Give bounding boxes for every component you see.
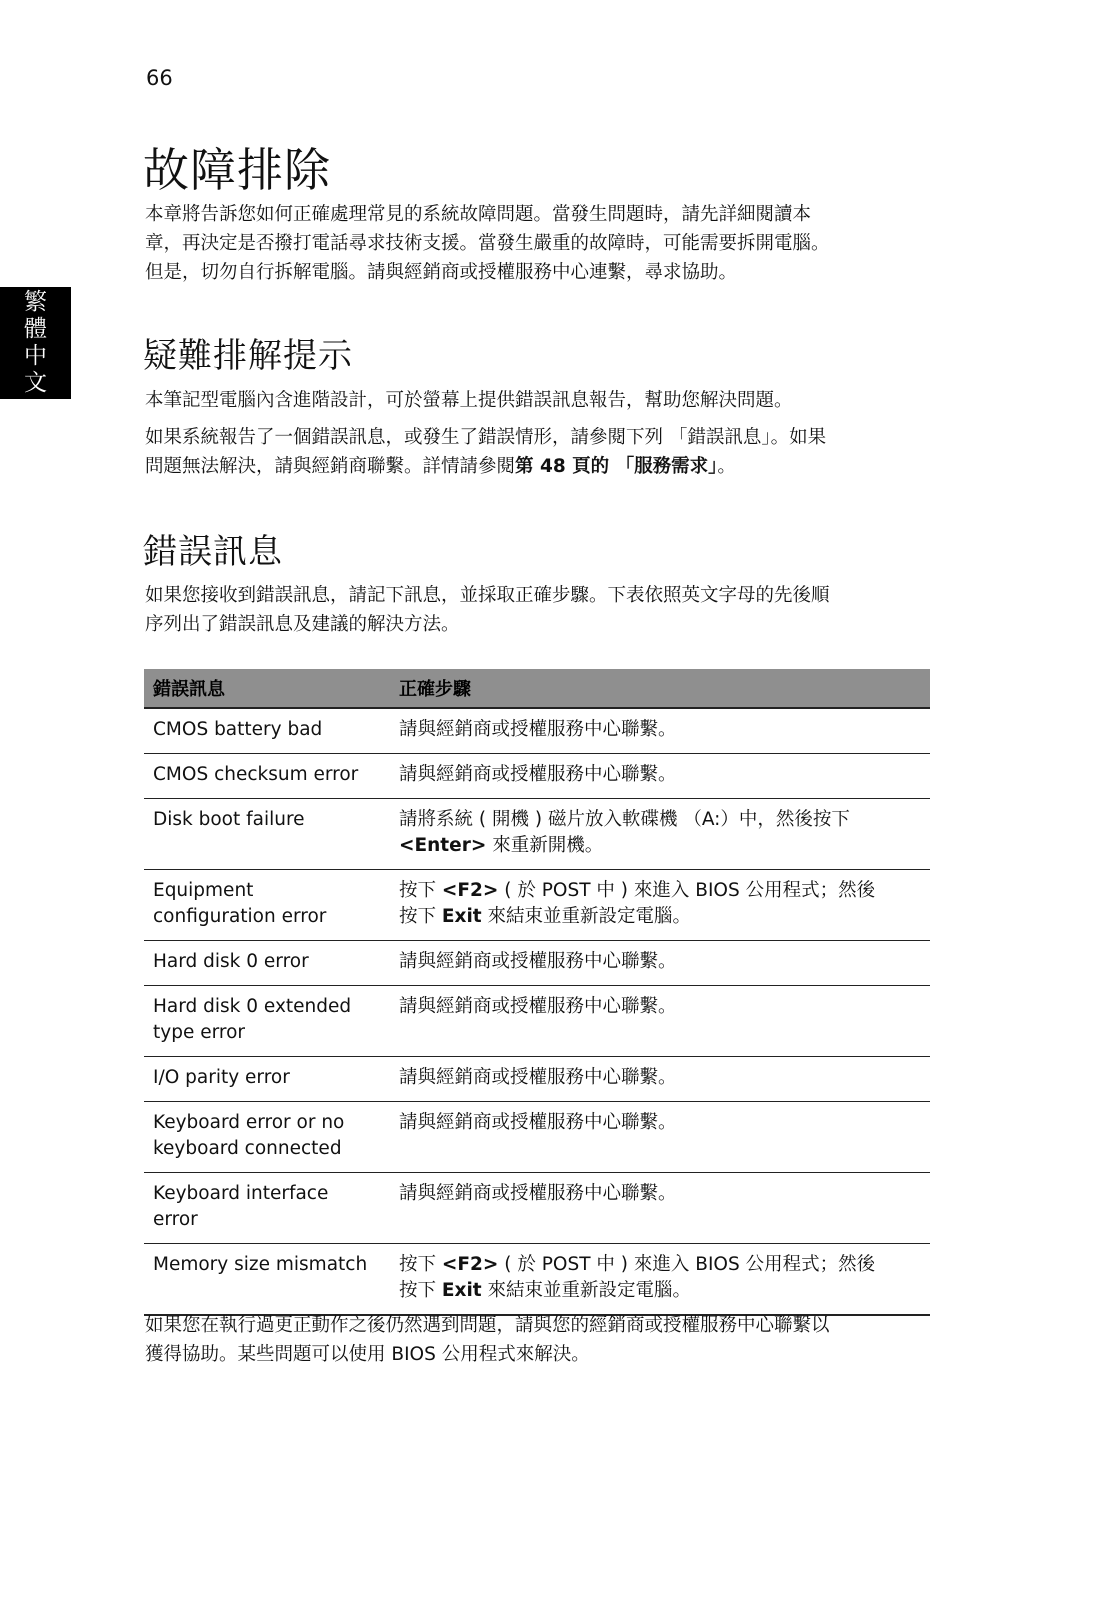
intro-line: 但是，切勿自行拆解電腦。請與經銷商或授權服務中心連繫，尋求協助。 (145, 262, 738, 283)
error-text: Hard disk 0 extended (153, 996, 352, 1017)
action-cell: 請與經銷商或授權服務中心聯繫。 (390, 754, 930, 799)
action-text: 按下 (399, 1254, 442, 1275)
header-error-message: 錯誤訊息 (144, 669, 390, 708)
intro-paragraph (145, 200, 945, 287)
action-cell (390, 799, 930, 870)
action-cell (390, 1244, 930, 1316)
error-text: keyboard connected (153, 1138, 342, 1159)
action-text: ( 於 POST 中 ) 來進入 BIOS 公用程式；然後 (498, 1254, 876, 1275)
service-reference: 第 48 頁的 「服務需求」 (515, 456, 718, 477)
action-text: 來結束並重新設定電腦。 (481, 1280, 692, 1301)
closing-line: 如果您在執行過更正動作之後仍然遇到問題，請與您的經銷商或授權服務中心聯繫以 (145, 1315, 830, 1336)
action-cell: 請與經銷商或授權服務中心聯繫。 (390, 986, 930, 1057)
error-message-cell: Memory size mismatch (144, 1244, 390, 1316)
error-text: type error (153, 1022, 245, 1043)
table-row (144, 754, 930, 799)
error-message-table (144, 669, 930, 1316)
side-tab-char: 繁 (24, 289, 47, 315)
error-text: error (153, 1209, 198, 1230)
table-row (144, 1057, 930, 1102)
error-text: Keyboard error or no (153, 1112, 345, 1133)
tips-paragraph-1: 本筆記型電腦內含進階設計，可於螢幕上提供錯誤訊息報告，幫助您解決問題。 (145, 390, 793, 411)
f2-key-label: <F2> (441, 1254, 499, 1275)
tips-paragraph-2 (145, 423, 945, 481)
table-row (144, 1244, 930, 1316)
error-message-cell (144, 1102, 390, 1173)
tips-line-end: 。 (717, 456, 736, 477)
intro-line: 章，再決定是否撥打電話尋求技術支援。當發生嚴重的故障時，可能需要拆開電腦。 (145, 233, 830, 254)
table-row (144, 986, 930, 1057)
action-cell: 請與經銷商或授權服務中心聯繫。 (390, 1102, 930, 1173)
exit-key-label: Exit (441, 906, 482, 927)
action-cell: 請與經銷商或授權服務中心聯繫。 (390, 941, 930, 986)
errors-intro-paragraph (145, 581, 945, 639)
action-text: 按下 (399, 906, 442, 927)
error-message-cell (144, 1173, 390, 1244)
page-number: 66 (146, 66, 173, 90)
enter-key-label: <Enter> (399, 835, 487, 856)
table-row (144, 941, 930, 986)
error-message-cell (144, 986, 390, 1057)
table-row (144, 799, 930, 870)
table-row (144, 1102, 930, 1173)
error-message-cell: CMOS battery bad (144, 708, 390, 754)
closing-paragraph (145, 1311, 945, 1369)
section-title-errors: 錯誤訊息 (143, 532, 283, 572)
error-message-cell: CMOS checksum error (144, 754, 390, 799)
side-tab-char: 體 (24, 316, 47, 342)
error-message-cell (144, 870, 390, 941)
tips-line: 如果系統報告了一個錯誤訊息，或發生了錯誤情形，請參閱下列 「錯誤訊息」。如果 (145, 427, 827, 448)
side-tab-char: 中 (24, 343, 47, 369)
f2-key-label: <F2> (441, 880, 499, 901)
action-cell: 請與經銷商或授權服務中心聯繫。 (390, 708, 930, 754)
action-text: 按下 (399, 1280, 442, 1301)
exit-key-label: Exit (441, 1280, 482, 1301)
side-tab-char: 文 (24, 370, 47, 396)
table-row (144, 870, 930, 941)
error-message-cell: I/O parity error (144, 1057, 390, 1102)
intro-line: 本章將告訴您如何正確處理常見的系統故障問題。當發生問題時，請先詳細閱讀本 (145, 204, 812, 225)
action-text: ( 於 POST 中 ) 來進入 BIOS 公用程式；然後 (498, 880, 876, 901)
error-text: configuration error (153, 906, 327, 927)
table-header-row (144, 669, 930, 708)
tips-line: 問題無法解決，請與經銷商聯繫。詳情請參閱 (145, 456, 516, 477)
section-title-tips: 疑難排解提示 (143, 336, 353, 376)
action-cell (390, 870, 930, 941)
table-row (144, 1173, 930, 1244)
error-message-cell: Disk boot failure (144, 799, 390, 870)
action-cell: 請與經銷商或授權服務中心聯繫。 (390, 1057, 930, 1102)
errors-intro-line: 如果您接收到錯誤訊息，請記下訊息，並採取正確步驟。下表依照英文字母的先後順 (145, 585, 830, 606)
table-row (144, 708, 930, 754)
closing-line: 獲得協助。某些問題可以使用 BIOS 公用程式來解決。 (145, 1344, 590, 1365)
action-text: 按下 (399, 880, 442, 901)
action-text: 來結束並重新設定電腦。 (481, 906, 692, 927)
error-text: Keyboard interface (153, 1183, 329, 1204)
action-text: 來重新開機。 (486, 835, 604, 856)
errors-intro-line: 序列出了錯誤訊息及建議的解決方法。 (145, 614, 460, 635)
action-text: 請將系統 ( 開機 ) 磁片放入軟碟機 （A:）中，然後按下 (399, 809, 850, 830)
language-side-tab (0, 287, 71, 399)
action-cell: 請與經銷商或授權服務中心聯繫。 (390, 1173, 930, 1244)
header-corrective-action: 正確步驟 (390, 669, 930, 708)
error-message-cell: Hard disk 0 error (144, 941, 390, 986)
chapter-title: 故障排除 (143, 143, 331, 197)
error-text: Equipment (153, 880, 254, 901)
